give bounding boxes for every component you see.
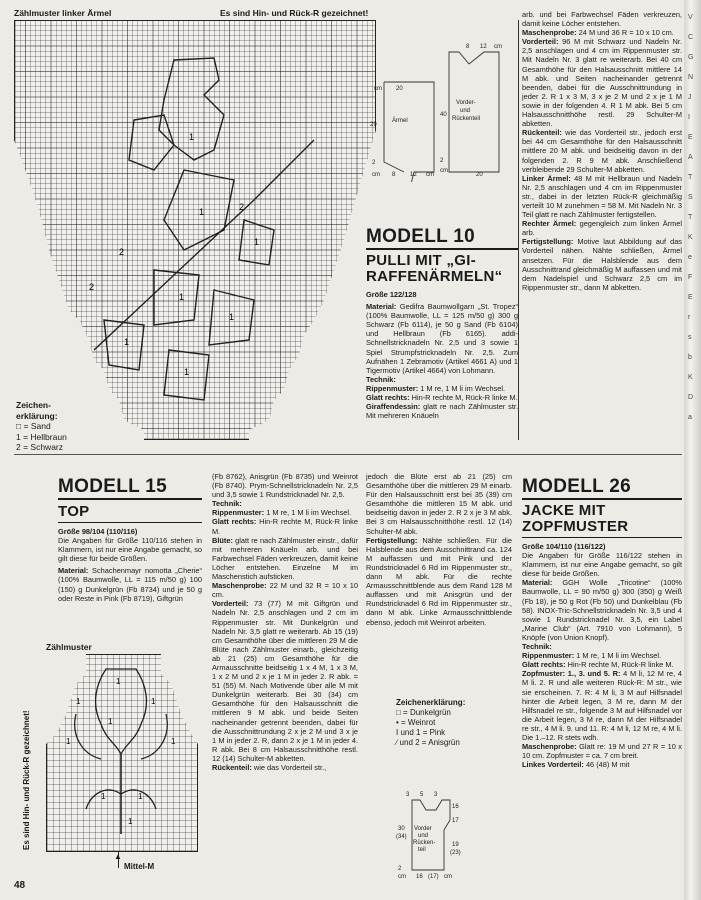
modell10-paragraph: Material: Gedifra Baumwollgarn „St. Tropez“ (100% Baumwolle, LL = 125 m/50 g) 300 g Schwarz (Fb 6114), je 50 g Sand (Fb 6104) und Hellbraun (Fb 6165). addi-Schnellstricknadeln Nr. 2,5 und 3 sowie 1 Spiel Strumpfstricknadeln Nr. 2,5. Zum Aufnähen 1 Zebramotiv (Artikel 4661 A) und 1 Tigermotiv (Artikel 4664) von Lohmann. [366, 302, 518, 375]
chart-mark: 1 [76, 697, 81, 706]
chart-mark: 1 [184, 367, 190, 377]
edge-char: r [688, 314, 691, 321]
chart-mark: 1 [171, 737, 176, 746]
chart-mark: 1 [179, 292, 185, 302]
top-chart-title-left: Zählmuster linker Ärmel [14, 8, 112, 18]
arrow-up-icon: ▲ [114, 852, 122, 861]
edge-char: C [688, 34, 694, 41]
chart-mark: 1 [124, 337, 130, 347]
modell10-size: Größe 122/128 [366, 290, 417, 299]
top-chart-legend [16, 400, 116, 453]
chart-mark: 1 [128, 817, 133, 826]
chart-mark: 2 [89, 282, 95, 292]
modell26-article: MODELL 26 JACKE MIT ZOPFMUSTER Größe 104/110 (116/122) Die Angaben für Größe 116/122 stehen in Klammern, ist nur eine Angabe gemacht, so gilt diese für beide Größen. Material: GGH Wolle „Tricotine“ (100% Baumwolle, LL = 90 m/50 g) 300 (350) g Weiß (Fb 18), je 50 g Rot (Fb 50) und Dunkelblau (Fb 58). INOX-Tric-Schnellstricknadeln Nr. 3,5 und 4 sowie 1 Rundstricknadel Nr. 3,5, ein Label „Marine Club“ (Art. 7910 von Lohmann), 5 Knöpfe (von Union Knopf). Technik: Rippenmuster: 1 M re, 1 M li im Wechsel. Glatt rechts: Hin-R rechte M, Rück-R linke M. Zopfmuster: 1., 3. und 5. R: 4 M li, 12 M re, 4 M li. 2. R und alle weiteren Rück-R: M str., wie sie erscheinen. 7. R: 4 M li, 3 M auf Hilfsnadel hinter die Arbeit legen, 3 M re, dann M der Hilfsnadel re str., folgende 3 M auf Hilfsnadel vor die Arbeit legen, 3 M re, dann M der Hilfsnadel re str., 4 M li. 9. und 11. R: 4 M li, 12 M re, 4 M li. Die 1.–12. R stets wdh. Maschenprobe: Glatt re: 19 M und 27 R = 10 x 10 cm. Zopfmuster = ca. 7 cm breit. Linkes Vorderteil: 46 (48) M mit [522, 476, 682, 770]
modell15-chart-shape [46, 654, 198, 852]
chart-mark: 1 [138, 792, 143, 801]
modell10-article [366, 226, 518, 420]
modell26-size: Größe 104/110 (116/122) [522, 542, 606, 551]
edge-char: T [688, 174, 693, 181]
modell26-subtitle-1: JACKE MIT [522, 502, 606, 519]
magazine-page: Zählmuster linker Ärmel Es sind Hin- und Rück-R gezeichnet! 2 1 1 2 1 1 1 2 1 1 Zeichen- erklärung: □ = Sand 1 = Hellbraun 2 = Schwarz 8 12 cm 20 cm 29 Ärmel 2 cm 8 12 cm 40 Vorder- und Rückenteil 20 2 cm MODELL 10 PULLI MIT „GI- RAFFENÄRMELN“ Größe 122/128 Material: Gedifra Baumwollgarn „St. Tropez“ (100% Baumwolle, LL = 125 m/50 g) 300 g Schwarz (Fb 6114), je 50 g Sand (Fb 6104) und Hellbraun (Fb 6165). addi-Schnellstricknadeln Nr. 2,5 und 3 sowie 1 Spiel Strumpfstricknadeln Nr. 2,5. Zum Aufnähen 1 Zebramotiv (Artikel 4661 A) und 1 Tigermotiv (Artikel 4664) von Lohmann. Technik: Rippenmuster: 1 M re, 1 M li im Wechsel. Glatt rechts: Hin-R rechte M, Rück-R linke M. Giraffendessin: glatt re nach Zählmuster str. Mit mehreren Knäueln arb. und bei Farbwechsel Fäden verkreuzen, damit keine Löcher entstehen. Maschenprobe: 24 M und 36 R = 10 x 10 cm. Vorderteil: 96 M mit Schwarz und Nadeln Nr. 2,5 anschlagen und 4 cm im Rippenmuster str. Mit Nadeln Nr. 3 glatt re weiterarb. Bei 40 cm Gesamthöhe für den Halsausschnitt mittlere 14 M abk. und Seiten nacheinander getrennt beenden, dabei für die Ausschnittrundung in jeder 2. R 1 x 3 M, 3 x je 2 M und 2 x je 1 M sowie in der folgenden 4. R 1 M abk. Bei 5 cm Halsausschnitthöhe restl. 29 Schulter-M abketten. Rückenteil: wie das Vorderteil str., jedoch erst bei 44 cm Gesamthöhe für den Halsausschnitt mittlere 20 M abk. und beidseitig davon in der folgenden 2. R 9 M abk. Anschließend verbleibende 29 Schulter-M abketten. Linker Ärmel: 48 M mit Hellbraun und Nadeln Nr. 2,5 anschlagen und 4 cm im Rippenmuster str., dabei in der letzten Rück-R gleichmäßig verteilt 10 M zunehmen = 58 M. Mit Nadeln Nr. 3 Teil glatt re nach Zählmuster fertigstellen. Rechter Ärmel: gegengleich zum linken Ärmel arb. Fertigstellung: Motive laut Abbildung auf das Vorderteil nähen. Nähte schließen, Ärmel ansetzen. Für die Halsblende aus dem Ausschnittrand gleichmäßig M auffassen und mit dem Nadelspiel und Schwarz 2,5 cm im Rippenmuster str., dann M abketten. MODELL 15 TOP Größe 98/104 (110/116) Die Angaben für Größe 110/116 stehen in Klammern, ist nur eine Angabe gemacht, so gilt diese für beide Größen. Material: Schachenmayr nomotta „Cherie“ (100% Baumwolle, LL = 115 m/50 g) 100 (150) g Dunkelgrün (Fb 8734) und je 50 g oder Reste in Pink (Fb 8719), Giftgrün Zählmuster 1 1 1 1 1 1 1 1 1 Es sind Hin- und Rück-R gezeichnet! ▲ Mittel-M (Fb 8762), Anisgrün (Fb 8735) und Weinrot (Fb 8740). Prym-Schnellstricknadeln Nr. 2,5 und 3,5 sowie 1 Rundstricknadel Nr. 2,5. Technik: Rippenmuster: 1 M re, 1 M li im Wechsel. Glatt rechts: Hin-R rechte M, Rück-R linke M. Blüte: glatt re nach Zählmuster einstr., dafür mit mehreren Knäueln arb. und bei Farbwechsel Fäden verkreuzen, damit keine Löcher entstehen. Einzelne M im Maschenstich aufsticken. Maschenprobe: 22 M und 32 R = 10 x 10 cm. Vorderteil: 73 (77) M mit Giftgrün und Nadeln Nr. 2,5 anschlagen und 2 cm im Rippenmuster str. Mit Dunkelgrün und Nadeln Nr. 3,5 glatt re weiterarb. Ab 15 (19) cm Gesamthöhe über die mittleren 29 M die Blüte nach Zählmuster einarb., gleichzeitig ab 21 (25) cm Gesamthöhe für die Armausschnitte beidseitig 1 x 4 M, 1 x 3 M, 1 x 2 M und 2 x je 1 M in jeder 2. R abk. = 51 (55) M. Nach Motivende über alle M mit Dunkelgrün weiterarb. Bei 30 (34) cm Gesamthöhe für den Halsausschnitt die mittleren 9 M abk. und beide Seiten nacheinander getrennt beenden, dabei für die Ausschnittrundung 2 x je 2 M und 3 x je 1 M in jeder 2. R, dann 2 x je 1 M in jeder 4. R abk. Bei 8 cm Halsausschnitthöhe restl. 12 (14) Schulter-M abketten. Rückenteil: wie das Vorderteil str., jedoch die Blüte erst ab 21 (25) cm Gesamthöhe über die mittleren 29 M einarb. Für den Halsausschnitt erst bei 35 (39) cm Gesamthöhe die mittleren 15 M abk. und beidseitig davon in jeder 2. R 2 x je 3 M abk. Bei 3 cm Halsausschnitthöhe restl. 12 (14) Schulter-M abk. Fertigstellung: Nähte schließen. Für die Halsblende aus dem Ausschnittrand ca. 124 M auffassen und mit Pink und der Rundstricknadel 6 Rd im Rippenmuster str., dann M abk. Für die rechte Armausschnittblende aus dem Rand 128 M auffassen und mit Anisgrün und der Rundstricknadel 6 Rd im Rippenmuster str., dann M abk. Linke Armausschnittblende ebenso, jedoch mit Weinrot arbeiten. Zeichenerklärung: □ = Dunkelgrün • = Weinrot I und 1 = Pink ∕ und 2 = Anisgrün 3 5 3 16 30 (34) Vorder und Rücken- teil 17 19 (23) 2 cm 16 (17) cm MODELL 26 JACKE MIT ZOPFMUSTER Größe 104/110 (116/122) Die Angaben für Größe 116/122 stehen in Klammern, ist nur eine Angabe gemacht, so gilt diese für beide Größen. Material: GGH Wolle „Tricotine“ (100% Baumwolle, LL = 90 m/50 g) 300 (350) g Weiß (Fb 18), je 50 g Rot (Fb 50) und Dunkelblau (Fb 58). INOX-Tric-Schnellstricknadeln Nr. 3,5 und 4 sowie 1 Rundstricknadel Nr. 3,5, ein Label „Marine Club“ (Art. 7910 von Lohmann), 5 Knöpfe (von Union Knopf). Technik: Rippenmuster: 1 M re, 1 M li im Wechsel. Glatt rechts: Hin-R rechte M, Rück-R linke M. Zopfmuster: 1., 3. und 5. R: 4 M li, 12 M re, 4 M li. 2. R und alle weiteren Rück-R: M str., wie sie erscheinen. 7. R: 4 M li, 3 M auf Hilfsnadel hinter die Arbeit legen, 3 M re, dann M der Hilfsnadel re str., folgende 3 M auf Hilfsnadel vor die Arbeit legen, 3 M re, dann M der Hilfsnadel re str., 4 M li. 9. und 11. R: 4 M li, 12 M re, 4 M li. Die 1.–12. R stets wdh. Maschenprobe: Glatt re: 19 M und 27 R = 10 x 10 cm. Zopfmuster = ca. 7 cm breit. Linkes Vorderteil: 46 (48) M mit 48 V C G N J I E A T S T K e F E r s b K D a [0, 0, 701, 900]
edge-char: a [688, 414, 692, 421]
modell15-chart-side-label: Es sind Hin- und Rück-R gezeichnet! [22, 710, 31, 850]
chart-mark: 1 [151, 697, 156, 706]
modell15-article: MODELL 15 TOP Größe 98/104 (110/116) Die Angaben für Größe 110/116 stehen in Klammern, ist nur eine Angabe gemacht, so gilt diese für beide Größen. Material: Schachenmayr nomotta „Cherie“ (100% Baumwolle, LL = 115 m/50 g) 100 (150) g Dunkelgrün (Fb 8734) und je 50 g oder Reste in Pink (Fb 8719), Giftgrün [58, 476, 202, 603]
edge-char: G [688, 54, 694, 61]
modell26-subtitle-2: ZOPFMUSTER [522, 519, 682, 538]
column-divider [518, 20, 519, 440]
chart-mark: 1 [199, 207, 205, 217]
legend-item: □ = Dunkelgrün [396, 708, 451, 717]
modell10-paragraph: Glatt rechts: Hin-R rechte M, Rück-R linke M. [366, 393, 518, 403]
sleeve-chart-shape [14, 20, 376, 440]
modell10-paragraph: Technik: [366, 374, 396, 384]
legend-item: ∕ und 2 = Anisgrün [396, 738, 460, 747]
modell10-subtitle-2: RAFFENÄRMELN“ [366, 268, 503, 285]
chart-mark: 2 [239, 202, 245, 212]
modell10-title: MODELL 10 [366, 226, 518, 250]
modell10-paragraph: Rippenmuster: 1 M re, 1 M li im Wechsel. [366, 383, 506, 393]
center-label: Mittel-M [124, 862, 155, 871]
edge-char: I [688, 114, 690, 121]
edge-char: S [688, 194, 693, 201]
modell15-legend [396, 698, 465, 748]
chart-mark: 2 [119, 247, 125, 257]
legend-item: 1 = Hellbraun [16, 431, 67, 442]
modell15-column-3: jedoch die Blüte erst ab 21 (25) cm Gesamthöhe über die mittleren 29 M einarb. Für den Halsausschnitt erst bei 35 (39) cm Gesamthöhe die mittleren 15 M abk. und beidseitig davon in jeder 2. R 2 x je 3 M abk. Bei 3 cm Halsausschnitthöhe restl. 12 (14) Schulter-M abk. Fertigstellung: Nähte schließen. Für die Halsblende aus dem Ausschnittrand ca. 124 M auffassen und mit Pink und der Rundstricknadel 6 Rd im Rippenmuster str., dann M abk. Für die rechte Armausschnittblende aus dem Rand 128 M auffassen und mit Anisgrün und der Rundstricknadel 6 Rd im Rippenmuster str., dann M abk. Linke Armausschnittblende ebenso, jedoch mit Weinrot arbeiten. [366, 472, 512, 627]
edge-char: K [688, 234, 693, 241]
top-chart-title-right: Es sind Hin- und Rück-R gezeichnet! [220, 8, 369, 18]
page-number: 48 [14, 880, 26, 891]
modell15-chart-title: Zählmuster [46, 642, 92, 652]
legend-item: I und 1 = Pink [396, 728, 446, 737]
legend-title: Zeichenerklärung: [396, 698, 466, 707]
legend-item: • = Weinrot [396, 718, 436, 727]
legend-item: 2 = Schwarz [16, 442, 64, 452]
chart-mark: 1 [116, 677, 121, 686]
modell15-size: Größe 98/104 (110/116) [58, 527, 138, 536]
edge-char: T [688, 214, 693, 221]
modell10-subtitle-1: PULLI MIT „GI- [366, 252, 477, 269]
chart-mark: 1 [254, 237, 260, 247]
edge-char: N [688, 74, 694, 81]
edge-char: F [688, 274, 693, 281]
section-divider [14, 454, 682, 455]
modell10-paragraph: Giraffendessin: glatt re nach Zählmuster str. Mit mehreren Knäueln [366, 402, 518, 421]
modell10-continued: arb. und bei Farbwechsel Fäden verkreuzen, damit keine Löcher entstehen. Maschenprobe: 24 M und 36 R = 10 x 10 cm. Vorderteil: 96 M mit Schwarz und Nadeln Nr. 2,5 anschlagen und 4 cm im Rippenmuster str. Mit Nadeln Nr. 3 glatt re weiterarb. Bei 40 cm Gesamthöhe für den Halsausschnitt mittlere 14 M abk. und Seiten nacheinander getrennt beenden, dabei für die Ausschnittrundung in jeder 2. R 1 x 3 M, 3 x je 2 M und 2 x je 1 M sowie in der folgenden 4. R 1 M abk. Bei 5 cm Halsausschnitthöhe restl. 29 Schulter-M abketten. Rückenteil: wie das Vorderteil str., jedoch erst bei 44 cm Gesamthöhe für den Halsausschnitt mittlere 20 M abk. und beidseitig davon in der folgenden 2. R 9 M abk. Anschließend verbleibende 29 Schulter-M abketten. Linker Ärmel: 48 M mit Hellbraun und Nadeln Nr. 2,5 anschlagen und 4 cm im Rippenmuster str., dabei in der letzten Rück-R gleichmäßig verteilt 10 M zunehmen = 58 M. Mit Nadeln Nr. 3 Teil glatt re nach Zählmuster fertigstellen. Rechter Ärmel: gegengleich zum linken Ärmel arb. Fertigstellung: Motive laut Abbildung auf das Vorderteil nähen. Nähte schließen, Ärmel ansetzen. Für die Halsblende aus dem Ausschnittrand gleichmäßig M auffassen und mit dem Nadelspiel und Schwarz 2,5 cm im Rippenmuster str., dann M abketten. [522, 10, 683, 292]
chart-mark: 1 [189, 132, 195, 142]
edge-char: b [688, 354, 692, 361]
chart-mark: 1 [108, 717, 113, 726]
edge-char: D [688, 394, 694, 401]
edge-char: J [688, 94, 692, 101]
edge-char: K [688, 374, 693, 381]
edge-char: E [688, 134, 693, 141]
modell15-column-2: (Fb 8762), Anisgrün (Fb 8735) und Weinrot (Fb 8740). Prym-Schnellstricknadeln Nr. 2,5 und 3,5 sowie 1 Rundstricknadel Nr. 2,5. Technik: Rippenmuster: 1 M re, 1 M li im Wechsel. Glatt rechts: Hin-R rechte M, Rück-R linke M. Blüte: glatt re nach Zählmuster einstr., dafür mit mehreren Knäueln arb. und bei Farbwechsel Fäden verkreuzen, damit keine Löcher entstehen. Einzelne M im Maschenstich aufsticken. Maschenprobe: 22 M und 32 R = 10 x 10 cm. Vorderteil: 73 (77) M mit Giftgrün und Nadeln Nr. 2,5 anschlagen und 2 cm im Rippenmuster str. Mit Dunkelgrün und Nadeln Nr. 3,5 glatt re weiterarb. Ab 15 (19) cm Gesamthöhe über die mittleren 29 M die Blüte nach Zählmuster einarb., gleichzeitig ab 21 (25) cm Gesamthöhe für die Armausschnitte beidseitig 1 x 4 M, 1 x 3 M, 1 x 2 M und 2 x je 1 M in jeder 2. R abk. = 51 (55) M. Nach Motivende über alle M mit Dunkelgrün weiterarb. Bei 30 (34) cm Gesamthöhe für den Halsausschnitt die mittleren 9 M abk. und beide Seiten nacheinander getrennt beenden, dabei für die Ausschnittrundung 2 x je 2 M und 3 x je 1 M in jeder 2. R, dann 2 x je 1 M in jeder 4. R abk. Bei 8 cm Halsausschnitthöhe restl. 12 (14) Schulter-M abketten. Rückenteil: wie das Vorderteil str., [212, 472, 358, 772]
top-schematic [392, 790, 502, 880]
edge-char: V [688, 14, 693, 21]
edge-char: e [688, 254, 692, 261]
chart-mark: 1 [229, 312, 235, 322]
modell15-title: MODELL 15 [58, 476, 202, 500]
legend-title: Zeichen- erklärung: [16, 400, 58, 421]
modell15-subtitle: TOP [58, 503, 202, 523]
edge-char: E [688, 294, 693, 301]
legend-item: □ = Sand [16, 421, 51, 431]
next-page-edge [684, 0, 701, 900]
edge-char: A [688, 154, 693, 161]
edge-char: s [688, 334, 692, 341]
modell26-title: MODELL 26 [522, 476, 682, 500]
chart-mark: 1 [66, 737, 71, 746]
chart-mark: 1 [101, 792, 106, 801]
